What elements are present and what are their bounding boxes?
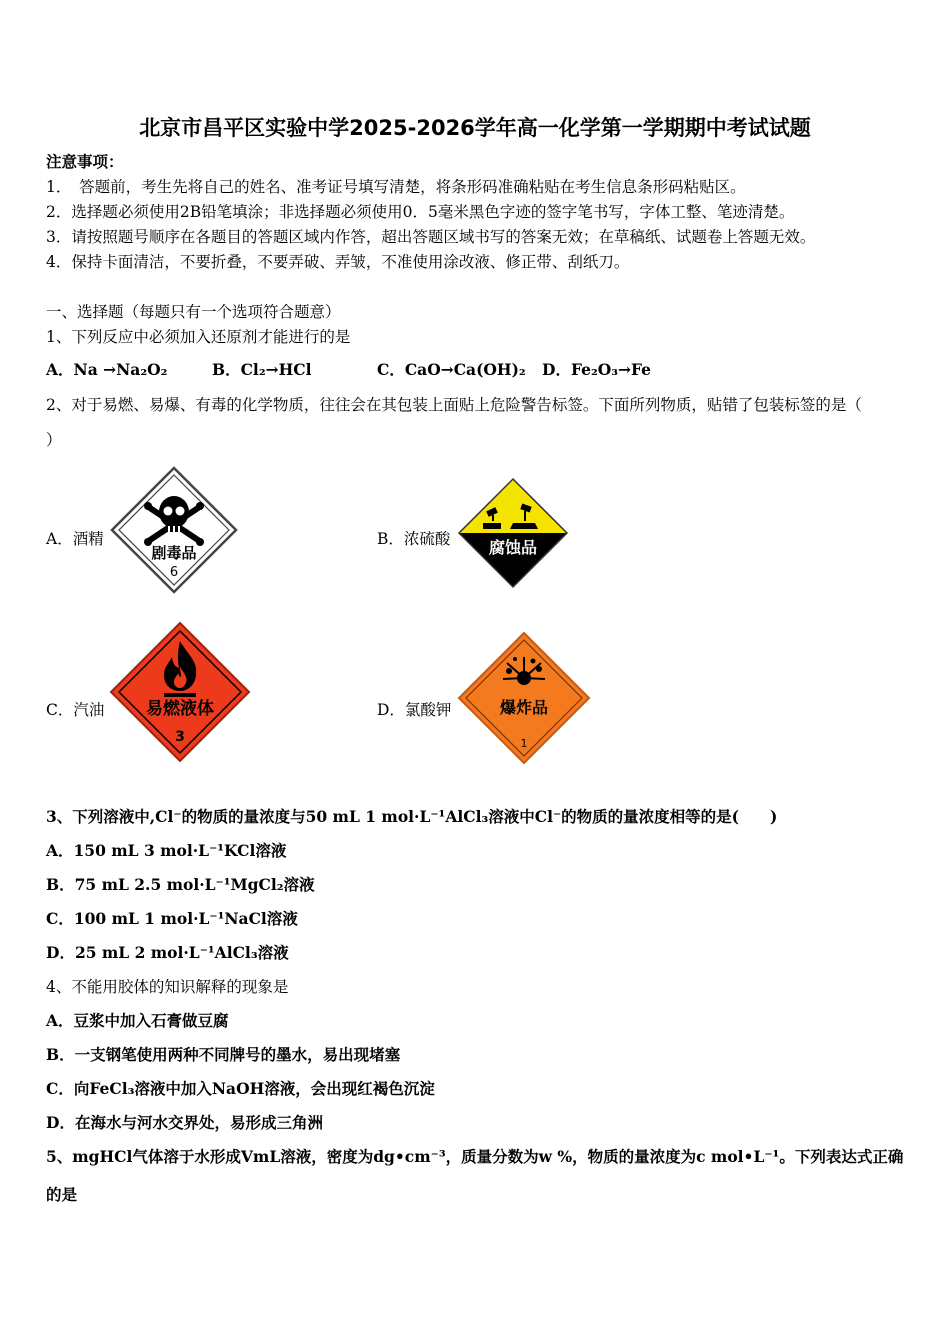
notice-item-1: 1． 答题前，考生先将自己的姓名、准考证号填写清楚，将条形码准确粘贴在考生信息条形码粘贴区。	[46, 178, 746, 196]
q2-stem-line2: ）	[46, 431, 62, 449]
q2-option-c[interactable]: C．汽油	[46, 701, 105, 719]
q3-stem: 3、下列溶液中,Cl⁻的物质的量浓度与50 mL 1 mol·L⁻¹AlCl₃溶液中Cl⁻的物质的量浓度相等的是( )	[46, 807, 778, 826]
q3-option-d[interactable]: D．25 mL 2 mol·L⁻¹AlCl₃溶液	[46, 943, 289, 962]
section-heading: 一、选择题（每题只有一个选项符合题意）	[46, 303, 341, 321]
notice-item-3: 3．请按照题号顺序在各题目的答题区域内作答，超出答题区域书写的答案无效；在草稿纸、试题卷上答题无效。	[46, 228, 816, 246]
q2-option-b[interactable]: B．浓硫酸	[377, 530, 451, 548]
explosive-label-text: 爆炸品	[499, 698, 549, 717]
q3-option-c[interactable]: C．100 mL 1 mol·L⁻¹NaCl溶液	[46, 909, 298, 928]
toxic-label-text: 剧毒品	[151, 544, 197, 562]
q5-stem-line2: 的是	[46, 1185, 78, 1204]
q4-option-a[interactable]: A．豆浆中加入石膏做豆腐	[46, 1011, 229, 1030]
toxic-hazard-label-image	[110, 466, 238, 594]
flammable-label-text: 易燃液体	[146, 699, 214, 719]
corrosive-hazard-label-image	[457, 477, 569, 589]
flammable-label-number: 3	[175, 729, 185, 745]
q2-stem-line1: 2、对于易燃、易爆、有毒的化学物质，往往会在其包装上面贴上危险警告标签。下面所列物质，贴错了包装标签的是（	[46, 396, 862, 414]
q4-stem: 4、不能用胶体的知识解释的现象是	[46, 978, 289, 996]
q2-option-a[interactable]: A．酒精	[46, 530, 104, 548]
notice-heading: 注意事项：	[46, 152, 124, 171]
explosive-label-number: 1	[520, 737, 528, 750]
flammable-liquid-hazard-label-image	[109, 621, 251, 763]
q4-option-b[interactable]: B．一支钢笔使用两种不同牌号的墨水，易出现堵塞	[46, 1045, 401, 1064]
page-title: 北京市昌平区实验中学2025-2026学年高一化学第一学期期中考试试题	[139, 116, 811, 140]
q1-options	[46, 360, 651, 380]
q2-option-d[interactable]: D．氯酸钾	[377, 701, 452, 719]
q1-stem: 1、下列反应中必须加入还原剂才能进行的是	[46, 328, 351, 346]
notice-item-4: 4．保持卡面清洁，不要折叠，不要弄破、弄皱，不准使用涂改液、修正带、刮纸刀。	[46, 253, 630, 271]
q1-option-d[interactable]: D．Fe₂O₃→Fe	[542, 360, 652, 379]
q4-option-c[interactable]: C．向FeCl₃溶液中加入NaOH溶液，会出现红褐色沉淀	[46, 1079, 435, 1098]
corrosive-label-text: 腐蚀品	[488, 538, 538, 557]
q1-option-c[interactable]: C．CaO→Ca(OH)₂	[377, 360, 526, 379]
notice-item-2: 2．选择题必须使用2B铅笔填涂；非选择题必须使用0．5毫米黑色字迹的签字笔书写，字体工整、笔迹清楚。	[46, 203, 795, 221]
explosive-hazard-label-image	[457, 631, 591, 765]
q1-option-a[interactable]: A．Na →Na₂O₂	[46, 360, 168, 379]
q3-option-a[interactable]: A．150 mL 3 mol·L⁻¹KCl溶液	[46, 841, 287, 860]
q3-option-b[interactable]: B．75 mL 2.5 mol·L⁻¹MgCl₂溶液	[46, 875, 315, 894]
q5-stem-line1: 5、mgHCl气体溶于水形成VmL溶液，密度为dg•cm⁻³，质量分数为w %，物质的量浓度为c mol•L⁻¹。下列表达式正确	[46, 1147, 904, 1166]
q1-option-b[interactable]: B．Cl₂→HCl	[212, 360, 312, 379]
toxic-label-number: 6	[169, 565, 179, 580]
q4-option-d[interactable]: D．在海水与河水交界处，易形成三角洲	[46, 1113, 323, 1132]
